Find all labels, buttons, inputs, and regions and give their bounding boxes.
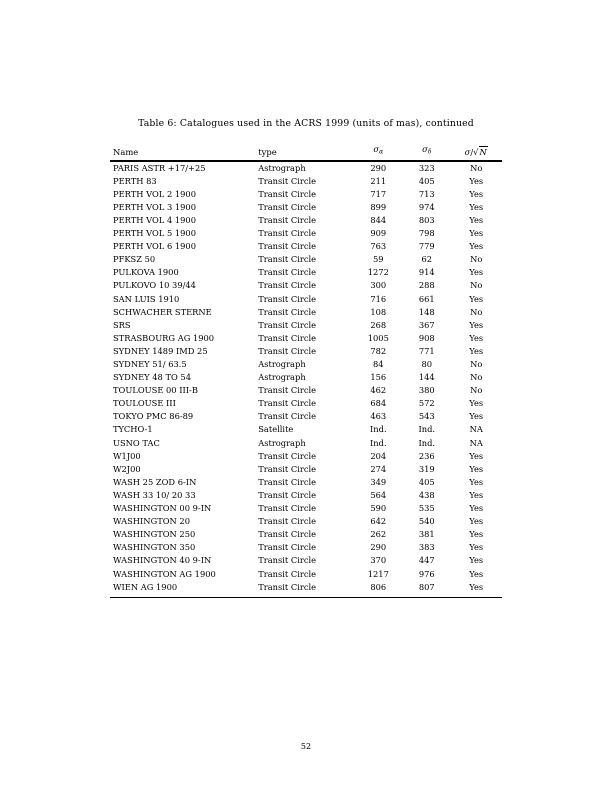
cell-sigma-delta: 908 [418, 332, 435, 343]
cell-sigma-delta: 535 [418, 503, 435, 514]
cell-sigma-over-sqrt-n: Yes [469, 489, 484, 500]
cell-type: Transit Circle [258, 228, 317, 239]
cell-sigma-delta: 543 [418, 411, 435, 422]
table-row [110, 253, 502, 266]
cell-sigma-alpha: 262 [370, 529, 387, 540]
cell-name: PULKOVO 10 39/44 [113, 280, 196, 291]
cell-name: W2J00 [113, 463, 141, 474]
cell-sigma-alpha: 300 [370, 280, 387, 291]
cell-sigma-over-sqrt-n: Yes [469, 345, 484, 356]
cell-type: Transit Circle [258, 293, 317, 304]
cell-name: STRASBOURG AG 1900 [113, 332, 215, 343]
cell-sigma-alpha: 463 [370, 411, 387, 422]
cell-name: PULKOVA 1900 [113, 267, 179, 278]
cell-type: Transit Circle [258, 306, 317, 317]
cell-sigma-delta: 447 [418, 555, 435, 566]
cell-sigma-over-sqrt-n: Yes [469, 516, 484, 527]
cell-sigma-delta: 914 [418, 267, 435, 278]
cell-sigma-over-sqrt-n: No [470, 280, 483, 291]
cell-sigma-delta: 144 [418, 372, 435, 383]
cell-name: WASHINGTON AG 1900 [113, 568, 216, 579]
cell-sigma-alpha: 806 [370, 581, 387, 592]
cell-type: Transit Circle [258, 188, 317, 199]
cell-type: Astrograph [258, 359, 306, 369]
cell-name: WASH 33 10/ 20 33 [113, 489, 196, 500]
table-row [110, 384, 502, 397]
page-number: 52 [300, 742, 312, 751]
cell-name: PERTH VOL 6 1900 [113, 241, 196, 252]
cell-type: Transit Circle [258, 463, 317, 474]
cell-sigma-alpha: 899 [370, 201, 387, 212]
cell-sigma-delta: Ind. [418, 424, 436, 435]
cell-sigma-over-sqrt-n: Yes [469, 476, 484, 487]
cell-sigma-over-sqrt-n: No [470, 162, 483, 173]
cell-name: TOULOUSE 00 III-B [113, 385, 198, 396]
cell-name: PFKSZ 50 [113, 254, 156, 265]
cell-name: WIEN AG 1900 [113, 581, 178, 592]
cell-name: W1J00 [113, 450, 141, 461]
cell-type: Transit Circle [258, 555, 317, 566]
header-name: Name [113, 146, 139, 157]
cell-type: Transit Circle [258, 529, 317, 540]
cell-sigma-delta: 367 [418, 319, 435, 330]
table-row [110, 581, 502, 594]
table-row [110, 332, 502, 345]
cell-name: PERTH VOL 5 1900 [113, 228, 196, 239]
cell-name: SRS [113, 319, 131, 330]
cell-sigma-delta: 438 [418, 489, 435, 500]
cell-type: Transit Circle [258, 201, 317, 212]
cell-sigma-over-sqrt-n: Yes [469, 241, 484, 252]
table-row [110, 293, 502, 306]
cell-type: Transit Circle [258, 411, 317, 422]
cell-type: Transit Circle [258, 267, 317, 278]
cell-type: Transit Circle [258, 254, 317, 265]
table-row [110, 175, 502, 188]
cell-sigma-alpha: 268 [370, 319, 387, 330]
cell-type: Astrograph [258, 372, 306, 383]
cell-sigma-alpha: Ind. [370, 424, 387, 435]
cell-sigma-delta: 779 [418, 241, 435, 252]
cell-sigma-delta: Ind. [418, 437, 436, 448]
table-row [110, 410, 502, 423]
table-row [110, 541, 502, 554]
cell-sigma-alpha: 642 [370, 516, 387, 527]
table-row [110, 528, 502, 541]
table-row [110, 489, 502, 502]
cell-name: PERTH VOL 2 1900 [113, 188, 196, 199]
cell-name: SYDNEY 1489 IMD 25 [113, 345, 208, 356]
table-row [110, 240, 502, 253]
table-row [110, 515, 502, 528]
cell-sigma-over-sqrt-n: Yes [469, 398, 484, 409]
cell-sigma-delta: 381 [418, 529, 435, 540]
cell-sigma-delta: 148 [418, 306, 435, 317]
cell-sigma-over-sqrt-n: Yes [469, 267, 484, 278]
cell-sigma-over-sqrt-n: No [470, 359, 483, 369]
cell-sigma-delta: 319 [418, 463, 435, 474]
cell-name: PERTH VOL 4 1900 [113, 214, 196, 225]
table-row [110, 450, 502, 463]
cell-sigma-alpha: 1005 [367, 332, 389, 343]
cell-sigma-delta: 803 [418, 214, 435, 225]
cell-sigma-alpha: 1272 [367, 267, 389, 278]
cell-sigma-alpha: 590 [370, 503, 387, 514]
cell-sigma-over-sqrt-n: No [470, 306, 483, 317]
table-caption-text: Catalogues used in the ACRS 1999 (units of mas), continued [179, 118, 474, 129]
cell-sigma-over-sqrt-n: Yes [469, 175, 484, 186]
cell-sigma-delta: 405 [418, 175, 435, 186]
cell-sigma-alpha: 156 [370, 372, 387, 383]
cell-sigma-alpha: 909 [370, 228, 387, 239]
table-row [110, 345, 502, 358]
cell-sigma-over-sqrt-n: No [470, 385, 483, 396]
catalogues-table [110, 143, 502, 598]
cell-sigma-delta: 572 [418, 398, 435, 409]
cell-sigma-delta: 974 [418, 201, 435, 212]
cell-type: Transit Circle [258, 568, 317, 579]
cell-sigma-delta: 80 [421, 359, 433, 369]
cell-sigma-over-sqrt-n: Yes [469, 411, 484, 422]
cell-name: WASHINGTON 40 9-IN [113, 555, 212, 566]
cell-type: Transit Circle [258, 489, 317, 500]
cell-sigma-over-sqrt-n: Yes [469, 319, 484, 330]
cell-type: Astrograph [258, 437, 306, 448]
table-row [110, 201, 502, 214]
table-bottom-rule [110, 594, 502, 598]
cell-type: Transit Circle [258, 280, 317, 291]
cell-type: Transit Circle [258, 214, 317, 225]
cell-type: Satellite [258, 424, 294, 435]
cell-sigma-over-sqrt-n: Yes [469, 568, 484, 579]
cell-sigma-over-sqrt-n: Yes [469, 503, 484, 514]
cell-sigma-over-sqrt-n: Yes [469, 201, 484, 212]
table-header-row [110, 143, 502, 160]
cell-type: Transit Circle [258, 398, 317, 409]
table-row [110, 476, 502, 489]
cell-sigma-alpha: 782 [370, 345, 387, 356]
cell-sigma-alpha: 211 [370, 175, 387, 186]
cell-sigma-delta: 798 [418, 228, 435, 239]
table-caption-label: Table 6: [138, 118, 177, 129]
cell-type: Transit Circle [258, 516, 317, 527]
cell-sigma-over-sqrt-n: Yes [469, 529, 484, 540]
cell-sigma-over-sqrt-n: Yes [469, 463, 484, 474]
table-row [110, 554, 502, 567]
cell-type: Transit Circle [258, 542, 317, 553]
table-row [110, 266, 502, 279]
cell-name: TYCHO-1 [113, 424, 153, 435]
cell-sigma-over-sqrt-n: Yes [469, 555, 484, 566]
cell-name: PERTH 83 [113, 175, 157, 186]
cell-sigma-alpha: 290 [370, 542, 387, 553]
cell-name: WASH 25 ZOD 6-IN [113, 476, 197, 487]
cell-sigma-delta: 807 [418, 581, 435, 592]
table-caption [0, 118, 612, 129]
cell-sigma-alpha: 684 [370, 398, 387, 409]
cell-sigma-delta: 380 [418, 385, 435, 396]
cell-name: WASHINGTON 00 9-IN [113, 503, 212, 514]
cell-sigma-alpha: 274 [370, 463, 387, 474]
table-row [110, 371, 502, 384]
cell-type: Transit Circle [258, 241, 317, 252]
cell-sigma-alpha: Ind. [370, 437, 387, 448]
table-row [110, 423, 502, 436]
cell-type: Transit Circle [258, 332, 317, 343]
cell-sigma-alpha: 717 [370, 188, 387, 199]
cell-sigma-over-sqrt-n: No [470, 254, 483, 265]
cell-sigma-alpha: 564 [370, 489, 387, 500]
cell-sigma-alpha: 349 [370, 476, 387, 487]
cell-sigma-delta: 661 [418, 293, 435, 304]
cell-sigma-delta: 976 [418, 568, 435, 579]
cell-sigma-alpha: 59 [373, 254, 384, 265]
cell-sigma-alpha: 462 [370, 385, 387, 396]
cell-sigma-delta: 62 [421, 254, 433, 265]
table-row [110, 397, 502, 410]
cell-sigma-over-sqrt-n: Yes [469, 332, 484, 343]
table-row [110, 279, 502, 292]
cell-sigma-alpha: 1217 [367, 568, 389, 579]
table-row [110, 358, 502, 371]
table-row [110, 502, 502, 515]
cell-sigma-delta: 713 [418, 188, 435, 199]
cell-name: WASHINGTON 350 [113, 542, 196, 553]
cell-name: TOKYO PMC 86-89 [113, 411, 194, 422]
cell-name: SCHWACHER STERNE [113, 306, 212, 317]
cell-sigma-over-sqrt-n: No [470, 372, 483, 383]
table-row [110, 306, 502, 319]
cell-sigma-over-sqrt-n: Yes [469, 228, 484, 239]
cell-sigma-over-sqrt-n: Yes [469, 188, 484, 199]
cell-sigma-delta: 540 [418, 516, 435, 527]
cell-name: TOULOUSE III [113, 398, 176, 409]
cell-sigma-delta: 383 [418, 542, 435, 553]
cell-sigma-alpha: 108 [370, 306, 387, 317]
cell-name: PERTH VOL 3 1900 [113, 201, 196, 212]
cell-type: Transit Circle [258, 319, 317, 330]
cell-sigma-alpha: 716 [370, 293, 387, 304]
cell-type: Transit Circle [258, 476, 317, 487]
cell-sigma-alpha: 844 [370, 214, 387, 225]
cell-type: Transit Circle [258, 385, 317, 396]
cell-sigma-alpha: 84 [373, 359, 384, 369]
table-row [110, 437, 502, 450]
cell-name: PARIS ASTR +17/+25 [113, 162, 206, 173]
table-row [110, 568, 502, 581]
cell-sigma-over-sqrt-n: Yes [469, 450, 484, 461]
header-type: type [258, 146, 277, 157]
table-body [110, 162, 502, 594]
table-row [110, 214, 502, 227]
cell-sigma-alpha: 763 [370, 241, 387, 252]
cell-type: Transit Circle [258, 503, 317, 514]
cell-name: WASHINGTON 20 [113, 516, 190, 527]
table-row [110, 227, 502, 240]
cell-sigma-alpha: 370 [370, 555, 387, 566]
cell-name: USNO TAC [113, 437, 160, 448]
cell-sigma-over-sqrt-n: NA [469, 437, 483, 448]
cell-sigma-over-sqrt-n: Yes [469, 293, 484, 304]
cell-name: SAN LUIS 1910 [113, 293, 180, 304]
table-row [110, 162, 502, 175]
cell-sigma-delta: 288 [418, 280, 435, 291]
header-sigma-delta: $\sigma_\delta$ [422, 144, 432, 156]
cell-name: WASHINGTON 250 [113, 529, 196, 540]
cell-type: Transit Circle [258, 581, 317, 592]
cell-sigma-alpha: 204 [370, 450, 387, 461]
cell-type: Transit Circle [258, 450, 317, 461]
cell-sigma-delta: 771 [418, 345, 435, 356]
cell-sigma-delta: 323 [418, 162, 435, 173]
table-row [110, 463, 502, 476]
table-row [110, 188, 502, 201]
cell-sigma-over-sqrt-n: Yes [469, 581, 484, 592]
header-sigma-over-sqrt-n: σ/√N [464, 146, 487, 157]
table-row [110, 319, 502, 332]
cell-sigma-over-sqrt-n: Yes [469, 542, 484, 553]
header-sigma-alpha: $\sigma_\alpha$ [373, 144, 384, 156]
cell-type: Astrograph [258, 162, 306, 173]
cell-sigma-over-sqrt-n: Yes [469, 214, 484, 225]
cell-type: Transit Circle [258, 175, 317, 186]
cell-sigma-alpha: 290 [370, 162, 387, 173]
cell-name: SYDNEY 51/ 63.5 [113, 359, 187, 369]
cell-sigma-delta: 236 [418, 450, 435, 461]
cell-type: Transit Circle [258, 345, 317, 356]
cell-sigma-over-sqrt-n: NA [469, 424, 483, 435]
cell-sigma-delta: 405 [418, 476, 435, 487]
cell-name: SYDNEY 48 TO 54 [113, 372, 191, 383]
